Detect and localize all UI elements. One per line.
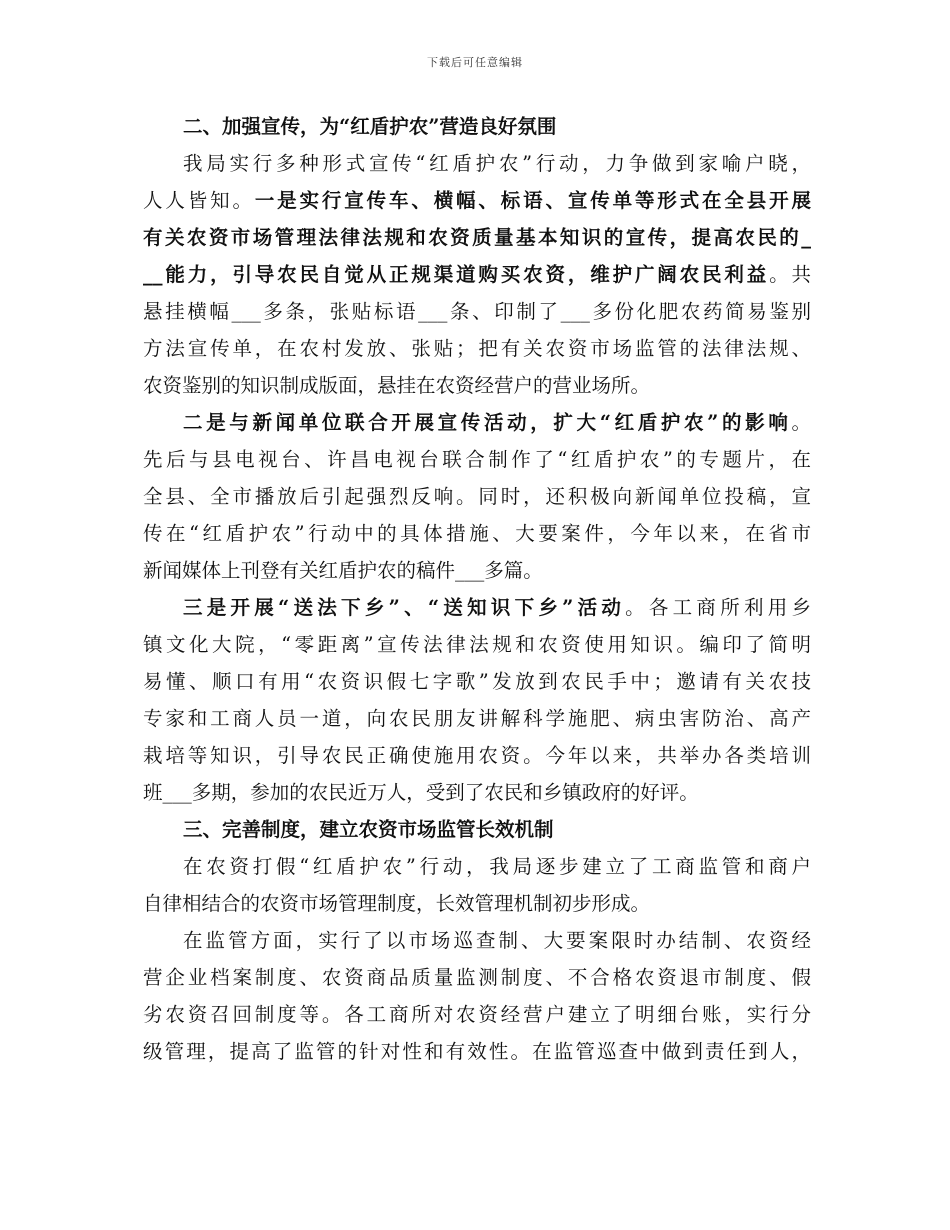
text-line [143, 478, 811, 515]
text-span: 营企业档案制度、农资商品质量监测制度、不合格农资退市制度、假 [143, 966, 811, 989]
text-span: 。共 [769, 263, 811, 286]
text-line [143, 663, 811, 700]
page-header: 下载后可任意编辑 [427, 56, 523, 69]
text-line [143, 737, 811, 774]
text-span: 劣农资召回制度等。各工商所对农资经营户建立了明细台账，实行分 [143, 1003, 811, 1026]
text-line [143, 256, 811, 293]
bold-text: 有关农资市场管理法律法规和农资质量基本知识的宣传，提高农民的_ [143, 226, 811, 249]
document-body [143, 108, 811, 1070]
text-span: 。 [791, 411, 811, 434]
text-line [143, 589, 811, 626]
text-span: 农资鉴别的知识制成版面，悬挂在农资经营户的营业场所。 [143, 374, 651, 397]
text-line [143, 922, 811, 959]
text-line [143, 774, 811, 811]
text-line [143, 219, 811, 256]
text-line [143, 145, 811, 182]
text-span: 人人皆知。 [143, 189, 255, 212]
text-span: 易懂、顺口有用“农资识假七字歌”发放到农民手中；邀请有关农技 [143, 670, 811, 693]
text-line [143, 700, 811, 737]
text-span: 传在“红盾护农”行动中的具体措施、大要案件，今年以来，在省市 [143, 522, 811, 545]
text-line [143, 404, 811, 441]
text-line [143, 515, 811, 552]
text-span: 班___多期，参加的农民近万人，受到了农民和乡镇政府的好评。 [143, 781, 699, 804]
bold-text: 三、完善制度，建立农资市场监管长效机制 [183, 818, 554, 841]
text-line [143, 996, 811, 1033]
text-line [143, 552, 811, 589]
text-line [143, 293, 811, 330]
text-line [143, 885, 811, 922]
bold-text: 三是开展“送法下乡”、“送知识下乡”活动 [183, 596, 626, 619]
text-span: 镇文化大院，“零距离”宣传法律法规和农资使用知识。编印了简明 [143, 633, 811, 656]
text-span: 先后与县电视台、许昌电视台联合制作了“红盾护农”的专题片，在 [143, 448, 811, 471]
text-line [143, 626, 811, 663]
text-span: 新闻媒体上刊登有关红盾护农的稿件___多篇。 [143, 559, 543, 582]
text-span: 级管理，提高了监管的针对性和有效性。在监管巡查中做到责任到人， [143, 1040, 811, 1063]
section-heading [143, 108, 811, 145]
text-span: 自律相结合的农资市场管理制度，长效管理机制初步形成。 [143, 892, 651, 915]
text-span: 栽培等知识，引导农民正确使施用农资。今年以来，共举办各类培训 [143, 744, 811, 767]
section-heading [143, 811, 811, 848]
text-line [143, 959, 811, 996]
text-line [143, 848, 811, 885]
text-span: 方法宣传单，在农村发放、张贴；把有关农资市场监管的法律法规、 [143, 337, 811, 360]
text-line [143, 330, 811, 367]
text-span: 全县、全市播放后引起强烈反响。同时，还积极向新闻单位投稿，宣 [143, 485, 811, 508]
text-span: 。各工商所利用乡 [625, 596, 811, 619]
text-span: 悬挂横幅___多条，张贴标语___条、印制了___多份化肥农药简易鉴别 [143, 300, 811, 323]
bold-text: 一是实行宣传车、横幅、标语、宣传单等形式在全县开展 [254, 189, 811, 212]
text-span: 专家和工商人员一道，向农民朋友讲解科学施肥、病虫害防治、高产 [143, 707, 811, 730]
bold-text: 二、加强宣传，为“红盾护农”营造良好氛围 [183, 115, 557, 138]
bold-text: __能力，引导农民自觉从正规渠道购买农资，维护广阔农民利益 [143, 263, 770, 286]
text-span: 在监管方面，实行了以市场巡查制、大要案限时办结制、农资经 [183, 929, 811, 952]
text-span: 我局实行多种形式宣传“红盾护农”行动，力争做到家喻户晓， [183, 152, 811, 175]
bold-text: 二是与新闻单位联合开展宣传活动，扩大“红盾护农”的影响 [183, 411, 792, 434]
text-line [143, 1033, 811, 1070]
text-span: 在农资打假“红盾护农”行动，我局逐步建立了工商监管和商户 [183, 855, 811, 878]
text-line [143, 441, 811, 478]
text-line [143, 367, 811, 404]
text-line [143, 182, 811, 219]
